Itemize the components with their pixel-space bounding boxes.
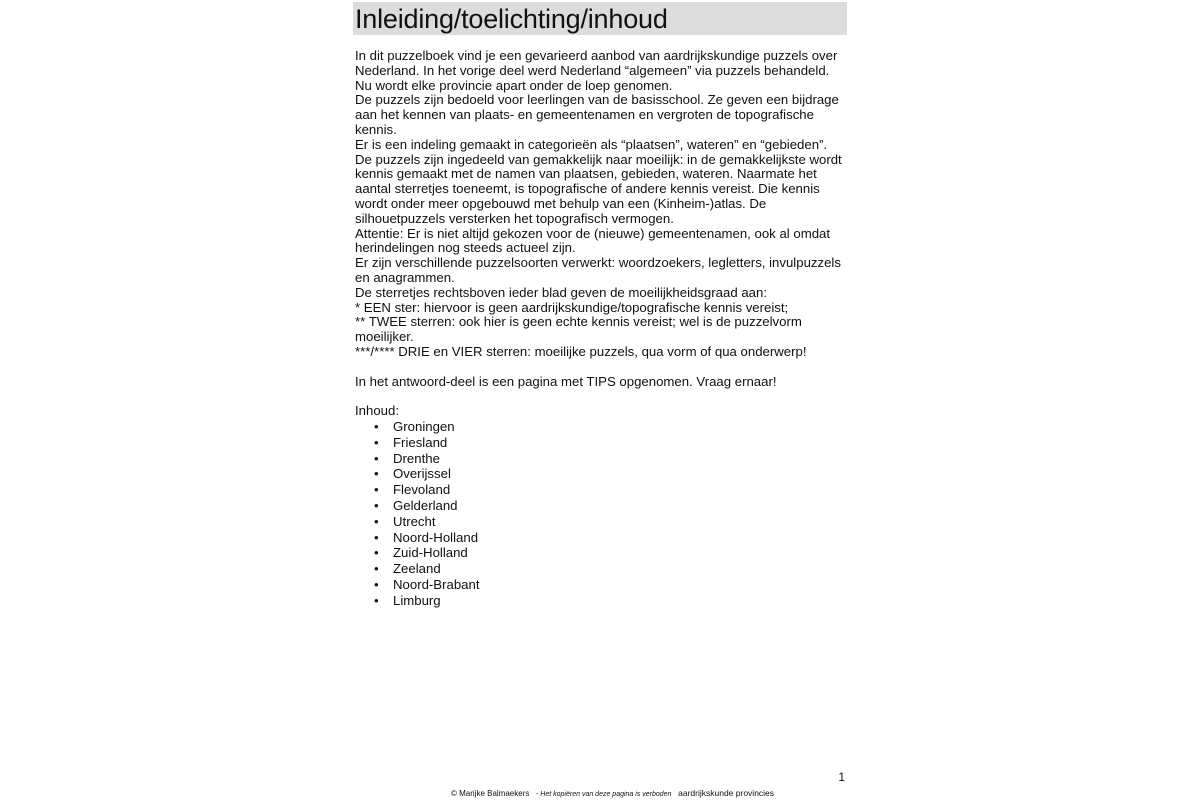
paragraph: De sterretjes rechtsboven ieder blad geven de moeilijkheidsgraad aan: <box>355 284 767 300</box>
toc-item-label: Noord-Holland <box>393 529 479 545</box>
copy-notice: - Het kopiëren van deze pagina is verboden <box>536 791 672 798</box>
bullet-icon: • <box>374 466 379 482</box>
toc-item <box>355 498 847 514</box>
toc-label: Inhoud: <box>355 403 399 419</box>
bullet-icon: • <box>374 592 379 608</box>
toc-item <box>355 545 847 561</box>
toc-item-label: Overijssel <box>393 466 451 482</box>
page-number: 1 <box>838 770 845 784</box>
table-of-contents <box>355 404 847 608</box>
toc-item-label: Groningen <box>393 418 455 434</box>
bullet-icon: • <box>374 434 379 450</box>
bullet-icon: • <box>374 497 379 513</box>
toc-item-label: Utrecht <box>393 513 436 529</box>
toc-item-label: Gelderland <box>393 497 458 513</box>
toc-item <box>355 466 847 482</box>
paragraph: ***/**** DRIE en VIER sterren: moeilijke puzzels, qua vorm of qua onderwerp! <box>355 343 807 359</box>
paragraph: ** TWEE sterren: ook hier is geen echte kennis vereist; wel is de puzzelvorm moeilijker. <box>355 314 802 345</box>
paragraph: In dit puzzelboek vind je een gevarieerd aanbod van aardrijkskundige puzzels over Nederland. In het vorige deel werd Nederland “algemeen” via puzzels behandeld. Nu wordt elke provincie apart onder de loep genomen. <box>355 48 838 93</box>
bullet-icon: • <box>374 418 379 434</box>
bullet-icon: • <box>374 513 379 529</box>
bullet-icon: • <box>374 529 379 545</box>
document-page <box>353 2 847 798</box>
bullet-icon: • <box>374 545 379 561</box>
toc-item <box>355 514 847 530</box>
toc-item-label: Zeeland <box>393 561 441 577</box>
bullet-icon: • <box>374 450 379 466</box>
tips-note: In het antwoord-deel is een pagina met TIPS opgenomen. Vraag ernaar! <box>355 373 777 389</box>
title-banner <box>353 2 847 35</box>
copyright-text: © Marijke Balmaekers <box>451 789 530 798</box>
paragraph: Er is een indeling gemaakt in categorieën als “plaatsen”, wateren” en “gebieden”. <box>355 136 828 152</box>
intro-text <box>355 49 847 608</box>
page-title: Inleiding/toelichting/inhoud <box>355 4 668 34</box>
toc-item <box>355 419 847 435</box>
toc-item <box>355 482 847 498</box>
toc-item-label: Zuid-Holland <box>393 545 468 561</box>
paragraph: * EEN ster: hiervoor is geen aardrijkskundige/topografische kennis vereist; <box>355 299 789 315</box>
toc-item-label: Noord-Brabant <box>393 576 480 592</box>
book-title: aardrijkskunde provincies <box>678 788 775 798</box>
paragraph: Er zijn verschillende puzzelsoorten verwerkt: woordzoekers, legletters, invulpuzzels en anagrammen. <box>355 255 841 285</box>
toc-item <box>355 593 847 609</box>
toc-item <box>355 577 847 593</box>
page-footer <box>451 788 774 800</box>
paragraph: De puzzels zijn ingedeeld van gemakkelijk naar moeilijk: in de gemakkelijkste wordt kennis gemaakt met de namen van plaatsen, gebieden, wateren. Naarmate het aantal sterretjes toeneemt, is topografische of andere kennis vereist. Die kennis wordt onder meer opgebouwd met behulp van een (Kinheim-)atlas. De silhouetpuzzels versterken het topografisch vermogen. <box>355 151 842 226</box>
toc-item <box>355 530 847 546</box>
toc-item <box>355 451 847 467</box>
paragraph: Attentie: Er is niet altijd gekozen voor de (nieuwe) gemeentenamen, ook al omdat herindelingen nog steeds actueel zijn. <box>355 225 831 256</box>
toc-item-label: Drenthe <box>393 450 440 466</box>
paragraph: De puzzels zijn bedoeld voor leerlingen van de basisschool. Ze geven een bijdrage aan het kennen van plaats- en gemeentenamen en vergroten de topografische kennis. <box>355 92 839 137</box>
toc-item-label: Friesland <box>393 434 448 450</box>
toc-list <box>355 419 847 609</box>
toc-item-label: Limburg <box>393 592 441 608</box>
bullet-icon: • <box>374 576 379 592</box>
toc-item-label: Flevoland <box>393 482 451 498</box>
toc-item <box>355 561 847 577</box>
toc-item <box>355 435 847 451</box>
bullet-icon: • <box>374 482 379 498</box>
bullet-icon: • <box>374 561 379 577</box>
